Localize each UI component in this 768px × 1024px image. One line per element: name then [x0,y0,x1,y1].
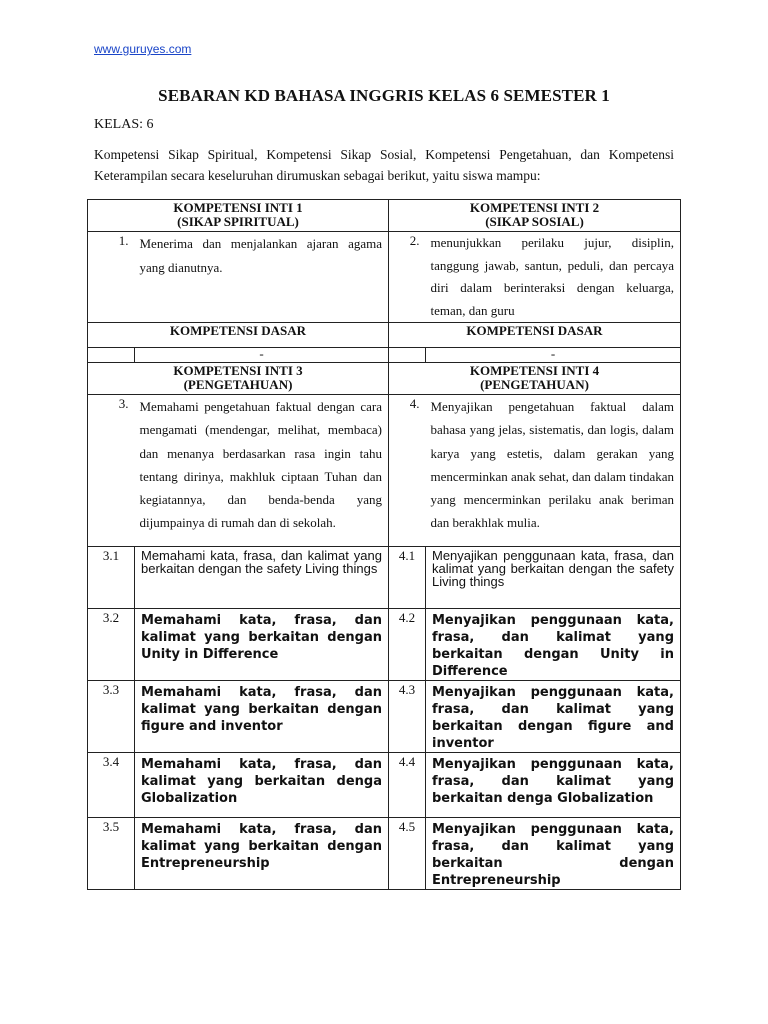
kd-code-left: 3.4 [88,753,135,818]
ki4-header [389,363,681,395]
kd-text-right: Menyajikan penggunaan kata, frasa, dan kalimat yang berkaitan denga Globalization [426,753,681,818]
ki1-title: KOMPETENSI INTI 1 [173,200,303,215]
ki4-number: 4. [389,395,426,547]
dash-cell-right-num [389,348,426,363]
kd-label-left: KOMPETENSI DASAR [88,323,389,348]
kd-row [88,681,681,753]
kd-code-left: 3.1 [88,547,135,609]
ki2-subtitle: (SIKAP SOSIAL) [485,214,584,229]
dash-right: - [426,348,681,363]
class-label: KELAS: 6 [94,117,154,132]
ki1-subtitle: (SIKAP SPIRITUAL) [177,214,299,229]
kd-table [87,199,681,890]
ki34-content-row [88,395,681,547]
kd-code-right: 4.5 [389,818,426,890]
ki-header-row [88,200,681,232]
dash-cell-left-num [88,348,135,363]
ki1-header [88,200,389,232]
ki4-subtitle: (PENGETAHUAN) [480,377,589,392]
kd-text-right: Menyajikan penggunaan kata, frasa, dan kalimat yang berkaitan dengan Unity in Difference [426,609,681,681]
ki4-text: Menyajikan pengetahuan faktual dalam bahasa yang jelas, sistematis, dan logis, dalam karya yang estetis, dalam gerakan yang mencerminkan anak sehat, dan dalam tindakan yang mencerminkan perilaku anak beriman dan berakhlak mulia. [426,395,681,547]
kd-text-left: Memahami kata, frasa, dan kalimat yang berkaitan dengan figure and inventor [135,681,389,753]
kd-text-right: Menyajikan penggunaan kata, frasa, dan kalimat yang berkaitan dengan figure and inventor [426,681,681,753]
intro-paragraph: Kompetensi Sikap Spiritual, Kompetensi Sikap Sosial, Kompetensi Pengetahuan, dan Kompetensi Keterampilan secara keseluruhan dirumuskan sebagai berikut, yaitu siswa mampu: [94,147,674,183]
ki2-title: KOMPETENSI INTI 2 [469,200,600,215]
kd-row [88,609,681,681]
ki-content-row [88,232,681,323]
ki1-number: 1. [88,232,135,323]
kd-text-right: Menyajikan penggunaan kata, frasa, dan kalimat yang berkaitan dengan Entrepreneurship [426,818,681,890]
kd-code-left: 3.5 [88,818,135,890]
document-title: SEBARAN KD BAHASA INGGRIS KELAS 6 SEMESTER 1 [158,86,610,105]
kd-row [88,753,681,818]
kd-text-left: Memahami kata, frasa, dan kalimat yang berkaitan denga Globalization [135,753,389,818]
ki3-number: 3. [88,395,135,547]
ki3-text: Memahami pengetahuan faktual dengan cara mengamati (mendengar, melihat, membaca) dan menanya berdasarkan rasa ingin tahu tentang dirinya, makhluk ciptaan Tuhan dan kegiatannya, dan benda-benda yang dijumpainya di rumah dan di sekolah. [135,395,389,547]
kd-label-right: KOMPETENSI DASAR [389,323,681,348]
kd-code-right: 4.3 [389,681,426,753]
ki3-subtitle: (PENGETAHUAN) [183,377,293,392]
ki3-header [88,363,389,395]
dash-left: - [135,348,389,363]
ki1-text: Menerima dan menjalankan ajaran agama yang dianutnya. [135,232,389,323]
kd-text-right: Menyajikan penggunaan kata, frasa, dan kalimat yang berkaitan dengan the safety Living things [426,547,681,609]
ki2-header [389,200,681,232]
kd-row [88,547,681,609]
ki2-text: menunjukkan perilaku jujur, disiplin, tanggung jawab, santun, peduli, dan percaya diri dalam berinteraksi dengan keluarga, teman, dan guru [426,232,681,323]
kd-text-left: Memahami kata, frasa, dan kalimat yang berkaitan dengan Entrepreneurship [135,818,389,890]
kd-code-right: 4.4 [389,753,426,818]
kd-text-left: Memahami kata, frasa, dan kalimat yang berkaitan dengan the safety Living things [135,547,389,609]
kd-code-left: 3.2 [88,609,135,681]
website-link[interactable]: www.guruyes.com [94,42,192,56]
kd-label-row [88,323,681,348]
kd-code-left: 3.3 [88,681,135,753]
kd-text-left: Memahami kata, frasa, dan kalimat yang berkaitan dengan Unity in Difference [135,609,389,681]
ki2-number: 2. [389,232,426,323]
ki4-title: KOMPETENSI INTI 4 [469,363,600,378]
kd-row [88,818,681,890]
ki3-title: KOMPETENSI INTI 3 [173,363,303,378]
dash-row [88,348,681,363]
kd-code-right: 4.2 [389,609,426,681]
kd-code-right: 4.1 [389,547,426,609]
ki34-header-row [88,363,681,395]
